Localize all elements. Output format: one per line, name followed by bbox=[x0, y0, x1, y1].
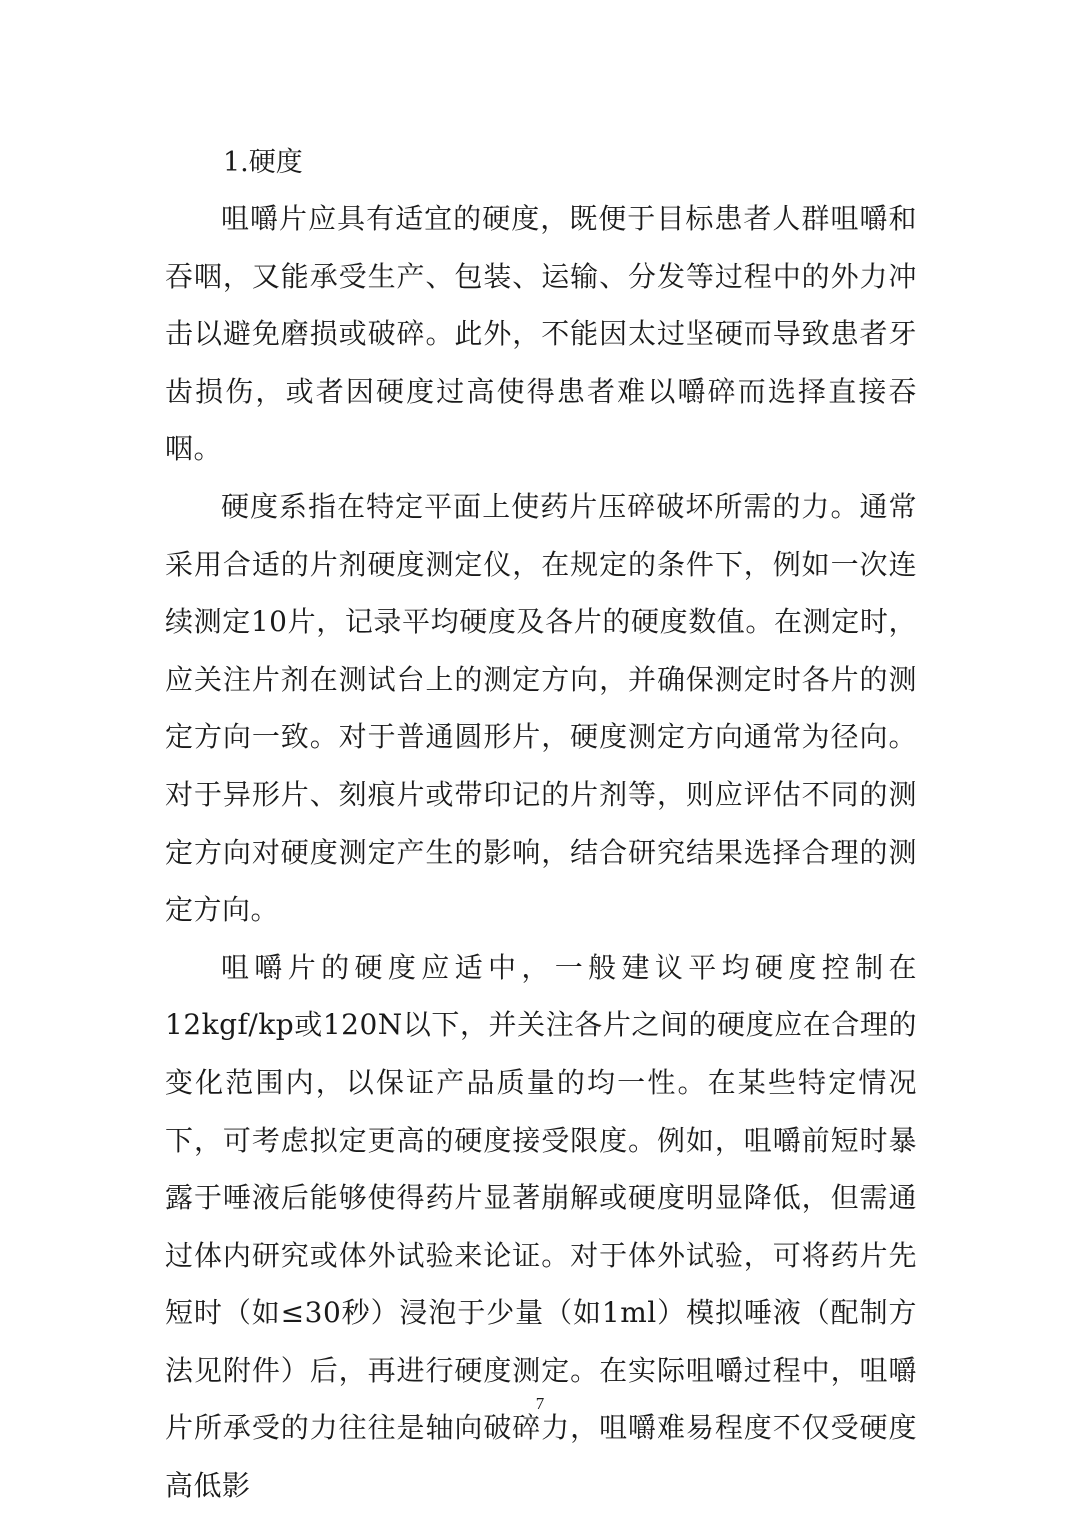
page-number: 7 bbox=[535, 1394, 545, 1413]
paragraph-hardness-definition: 硬度系指在特定平面上使药片压碎破坏所需的力。通常采用合适的片剂硬度测定仪，在规定的条件下，例如一次连续测定10片，记录平均硬度及各片的硬度数值。在测定时，应关注片剂在测试台上的测定方向，并确保测定时各片的测定方向一致。对于普通圆形片，硬度测定方向通常为径向。对于异形片、刻痕片或带印记的片剂等，则应评估不同的测定方向对硬度测定产生的影响，结合研究结果选择合理的测定方向。 bbox=[165, 489, 917, 927]
page-content bbox=[165, 136, 917, 1515]
paragraph-hardness-requirement: 咀嚼片应具有适宜的硬度，既便于目标患者人群咀嚼和吞咽，又能承受生产、包装、运输、分发等过程中的外力冲击以避免磨损或破碎。此外，不能因太过坚硬而导致患者牙齿损伤，或者因硬度过高使得患者难以嚼碎而选择直接吞咽。 bbox=[165, 202, 917, 466]
section-heading: 1.硬度 bbox=[223, 147, 303, 178]
paragraph-hardness-limits: 咀嚼片的硬度应适中，一般建议平均硬度控制在12kgf/kp或120N以下，并关注各片之间的硬度应在合理的变化范围内，以保证产品质量的均一性。在某些特定情况下，可考虑拟定更高的硬度接受限度。例如，咀嚼前短时暴露于唾液后能够使得药片显著崩解或硬度明显降低，但需通过体内研究或体外试验来论证。对于体外试验，可将药片先短时（如≤30秒）浸泡于少量（如1ml）模拟唾液（配制方法见附件）后，再进行硬度测定。在实际咀嚼过程中，咀嚼片所承受的力往往是轴向破碎力，咀嚼难易程度不仅受硬度高低影 bbox=[165, 950, 917, 1503]
